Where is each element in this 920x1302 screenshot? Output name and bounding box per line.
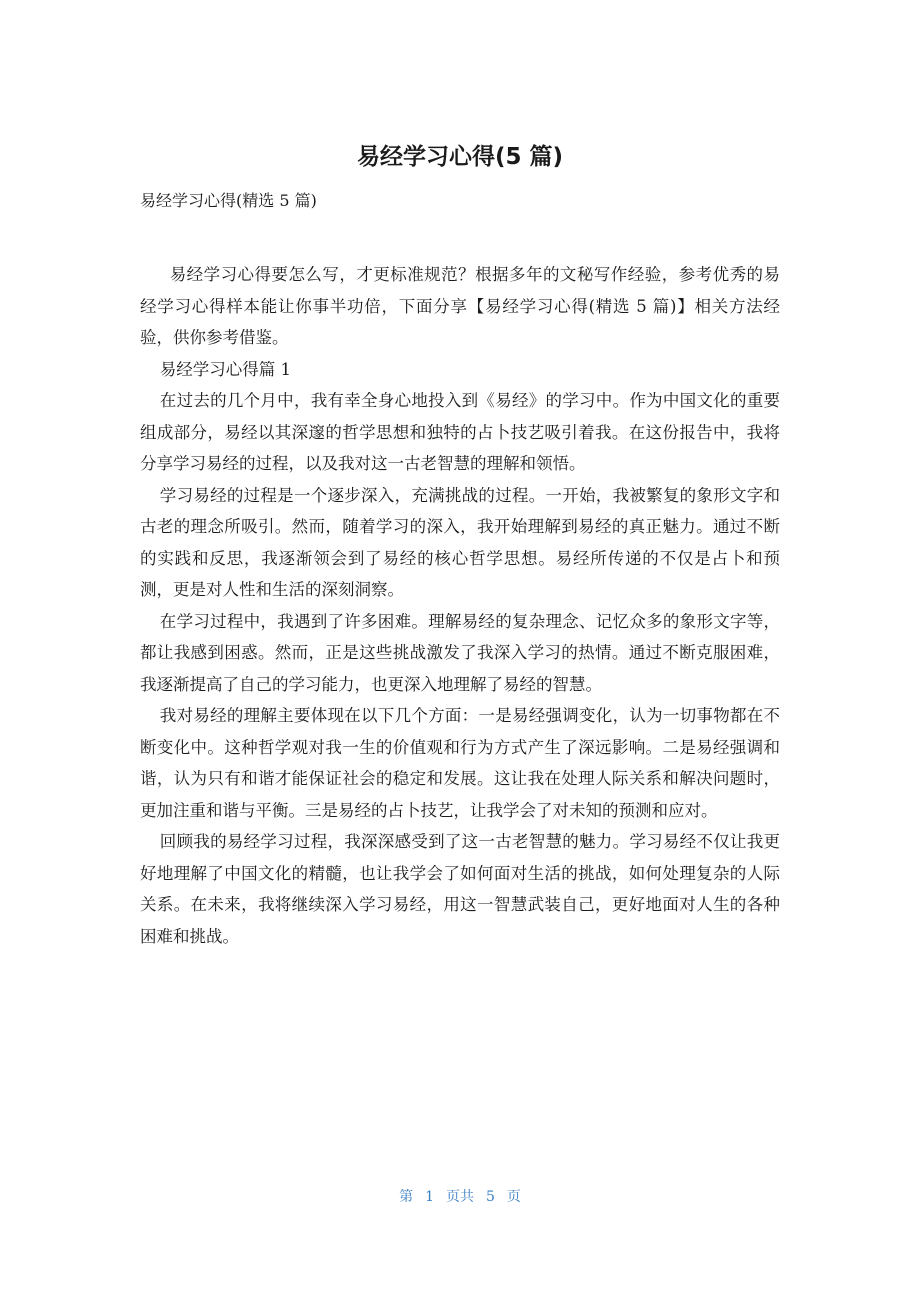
section-heading: 易经学习心得篇 1	[159, 359, 292, 379]
document-title: 易经学习心得(5 篇)	[356, 144, 564, 170]
footer-suffix: 页	[506, 1189, 521, 1205]
page-footer	[0, 1186, 920, 1208]
footer-middle: 页共	[446, 1189, 474, 1205]
footer-prefix: 第	[399, 1189, 414, 1205]
intro-paragraph: 易经学习心得要怎么写，才更标准规范？根据多年的文秘写作经验，参考优秀的易经学习心得样本能让你事半功倍，下面分享【易经学习心得(精选 5 篇)】相关方法经验，供你参考借鉴。	[140, 265, 780, 347]
body-paragraph: 学习易经的过程是一个逐步深入，充满挑战的过程。一开始，我被繁复的象形文字和古老的理念所吸引。然而，随着学习的深入，我开始理解到易经的真正魅力。通过不断的实践和反思，我逐渐领会到了易经的核心哲学思想。易经所传递的不仅是占卜和预测，更是对人性和生活的深刻洞察。	[140, 485, 780, 599]
footer-total-pages: 5	[486, 1189, 495, 1205]
body-paragraph: 我对易经的理解主要体现在以下几个方面：一是易经强调变化，认为一切事物都在不断变化中。这种哲学观对我一生的价值观和行为方式产生了深远影响。二是易经强调和谐，认为只有和谐才能保证社会的稳定和发展。这让我在处理人际关系和解决问题时，更加注重和谐与平衡。三是易经的占卜技艺，让我学会了对未知的预测和应对。	[140, 706, 780, 820]
body-paragraph: 回顾我的易经学习过程，我深深感受到了这一古老智慧的魅力。学习易经不仅让我更好地理解了中国文化的精髓，也让我学会了如何面对生活的挑战，如何处理复杂的人际关系。在未来，我将继续深入学习易经，用这一智慧武装自己，更好地面对人生的各种困难和挑战。	[140, 832, 780, 946]
body-paragraph: 在过去的几个月中，我有幸全身心地投入到《易经》的学习中。作为中国文化的重要组成部分，易经以其深邃的哲学思想和独特的占卜技艺吸引着我。在这份报告中，我将分享学习易经的过程，以及我对这一古老智慧的理解和领悟。	[140, 391, 780, 473]
body-paragraph: 在学习过程中，我遇到了许多困难。理解易经的复杂理念、记忆众多的象形文字等，都让我感到困惑。然而，正是这些挑战激发了我深入学习的热情。通过不断克服困难，我逐渐提高了自己的学习能力，也更深入地理解了易经的智慧。	[140, 611, 780, 694]
document-body	[140, 259, 780, 952]
footer-current-page: 1	[425, 1189, 434, 1205]
document-subtitle: 易经学习心得(精选 5 篇)	[140, 191, 317, 210]
